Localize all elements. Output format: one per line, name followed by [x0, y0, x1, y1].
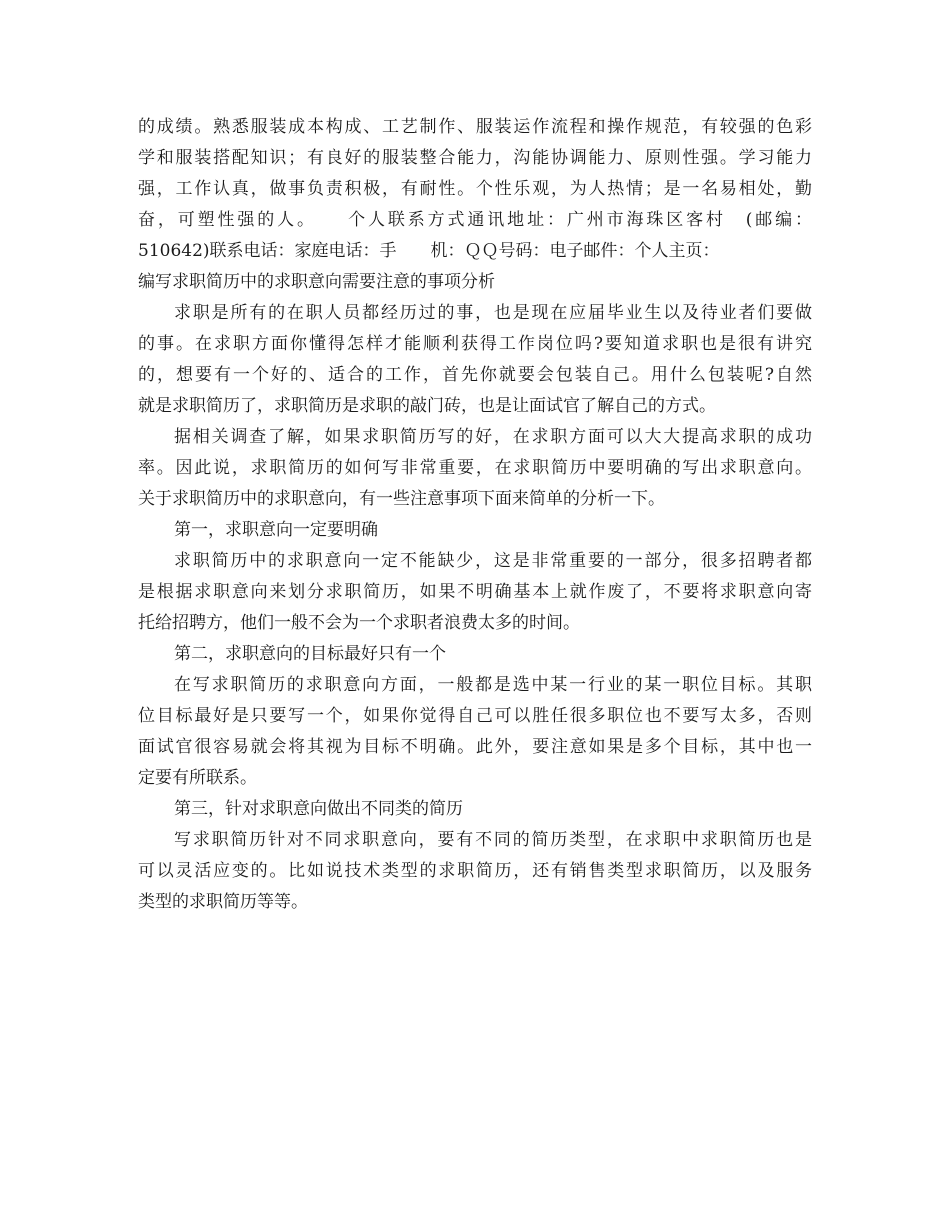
text-line: 率。因此说，求职简历的如何写非常重要，在求职简历中要明确的写出求职意向。 [138, 458, 812, 478]
intro-paragraph [138, 112, 812, 298]
text-line: 面试官很容易就会将其视为目标不明确。此外，要注意如果是多个目标，其中也一 [138, 737, 812, 757]
section-heading-3 [138, 794, 812, 825]
heading-line: 第一，求职意向一定要明确 [174, 520, 378, 540]
document-body [138, 112, 812, 918]
paragraph-3 [138, 546, 812, 639]
text-line: 位目标最好是只要写一个，如果你觉得自己可以胜任很多职位也不要写太多，否则 [138, 706, 812, 726]
section-heading-2 [138, 639, 812, 670]
text-line: 托给招聘方，他们一般不会为一个求职者浪费太多的时间。 [138, 613, 580, 633]
text-line: 就是求职简历了，求职简历是求职的敲门砖，也是让面试官了解自己的方式。 [138, 396, 716, 416]
paragraph-2 [138, 422, 812, 515]
paragraph-1 [138, 298, 812, 422]
text-line: 关于求职简历中的求职意向，有一些注意事项下面来简单的分析一下。 [138, 489, 665, 509]
text-line: 求职是所有的在职人员都经历过的事，也是现在应届毕业生以及待业者们要做 [174, 303, 812, 323]
text-line: 奋，可塑性强的人。 个人联系方式通讯地址：广州市海珠区客村 (邮编： [138, 210, 812, 230]
heading-line: 第三，针对求职意向做出不同类的简历 [174, 799, 463, 819]
text-line: 在写求职简历的求职意向方面，一般都是选中某一行业的某一职位目标。其职 [174, 675, 812, 695]
paragraph-5 [138, 825, 812, 918]
text-line: 写求职简历针对不同求职意向，要有不同的简历类型，在求职中求职简历也是 [174, 830, 812, 850]
text-line: 据相关调查了解，如果求职简历写的好，在求职方面可以大大提高求职的成功 [174, 427, 812, 447]
text-line: 学和服装搭配知识；有良好的服装整合能力，沟能协调能力、原则性强。学习能力 [138, 148, 812, 168]
text-line: 类型的求职简历等等。 [138, 892, 308, 912]
section-heading-1 [138, 515, 812, 546]
text-line: 强，工作认真，做事负责积极，有耐性。个性乐观，为人热情；是一名易相处，勤 [138, 179, 812, 199]
text-line: 是根据求职意向来划分求职简历，如果不明确基本上就作废了，不要将求职意向寄 [138, 582, 812, 602]
text-line: 定要有所联系。 [138, 768, 257, 788]
heading-line: 第二，求职意向的目标最好只有一个 [174, 644, 446, 664]
text-line: 可以灵活应变的。比如说技术类型的求职简历，还有销售类型求职简历，以及服务 [138, 861, 812, 881]
text-line: 编写求职简历中的求职意向需要注意的事项分析 [138, 272, 495, 292]
paragraph-4 [138, 670, 812, 794]
text-line: 的事。在求职方面你懂得怎样才能顺利获得工作岗位吗?要知道求职也是很有讲究 [138, 334, 812, 354]
text-line: 求职简历中的求职意向一定不能缺少，这是非常重要的一部分，很多招聘者都 [174, 551, 812, 571]
text-line: 510642)联系电话：家庭电话：手 机：ＱＱ号码：电子邮件：个人主页： [138, 241, 720, 261]
document-page [138, 112, 812, 918]
text-line: 的成绩。熟悉服装成本构成、工艺制作、服装运作流程和操作规范，有较强的色彩 [138, 117, 812, 137]
text-line: 的，想要有一个好的、适合的工作，首先你就要会包装自己。用什么包装呢?自然 [138, 365, 812, 385]
